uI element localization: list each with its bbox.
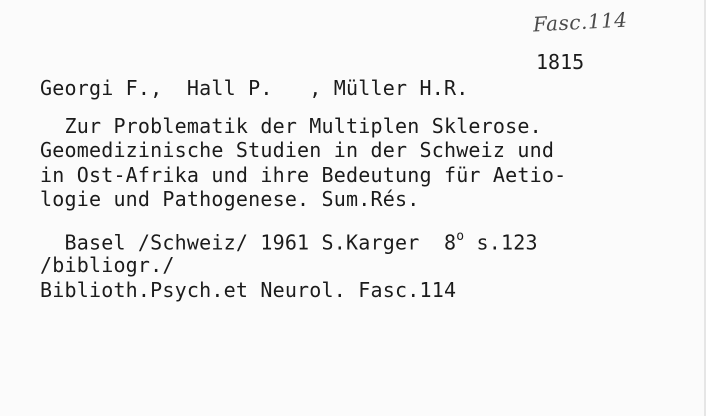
title-line-2: Geomedizinische Studien in der Schweiz und — [40, 138, 555, 162]
imprint-text: Basel /Schweiz/ 1961 S.Karger 8 — [40, 230, 457, 255]
series-line: Biblioth.Psych.et Neurol. Fasc.114 — [40, 278, 457, 302]
pages-text: s.123 — [464, 230, 538, 255]
title-line-1: Zur Problematik der Multiplen Sklerose. — [40, 114, 542, 138]
handwritten-fascicle-note: Fasc.114 — [532, 7, 629, 37]
bibliography-note: /bibliogr./ — [40, 253, 175, 277]
authors-line: Georgi F., Hall P. , Müller H.R. — [40, 76, 469, 100]
format-superscript: o — [456, 229, 465, 244]
catalog-number: 1815 — [536, 50, 585, 74]
imprint-line — [40, 227, 538, 255]
title-line-3: in Ost-Afrika und ihre Bedeutung für Aetio- — [40, 163, 567, 187]
title-line-4: logie und Pathogenese. Sum.Rés. — [40, 187, 420, 211]
